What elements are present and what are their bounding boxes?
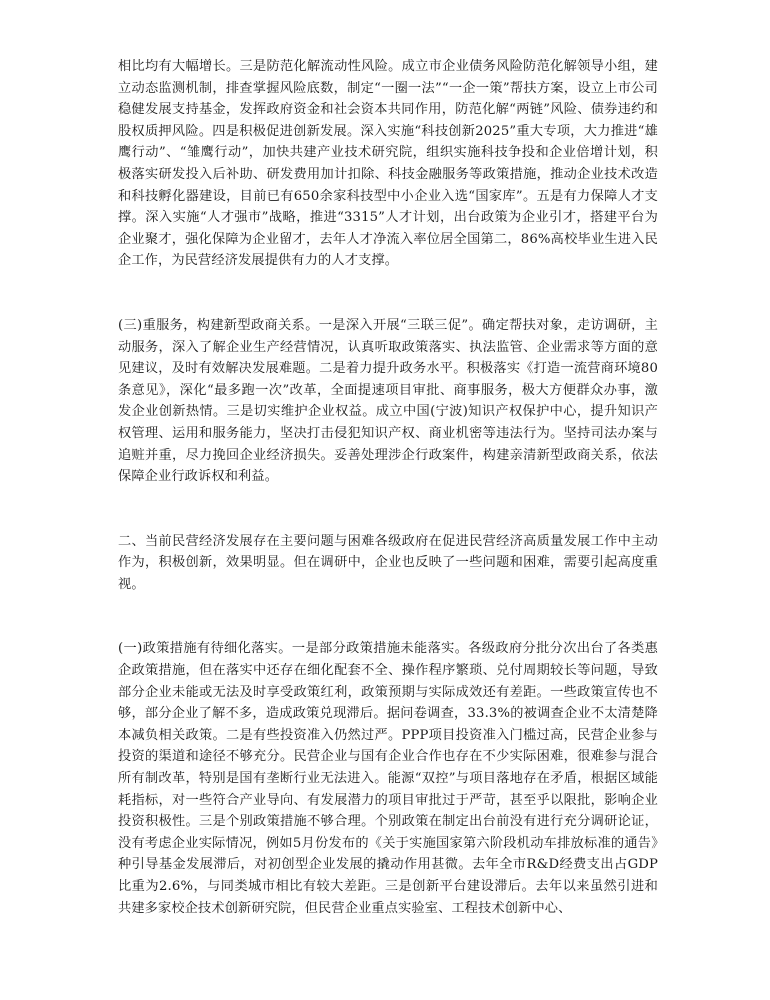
document-body [118,56,658,919]
paragraph-4: (一)政策措施有待细化落实。一是部分政策措施未能落实。各级政府分批分次出台了各类惠企政策措施，但在落实中还存在细化配套不全、操作程序繁琐、兑付周期较长等问题，导致部分企业未能或无法及时享受政策红利，政策预期与实际成效还有差距。一些政策宣传也不够，部分企业了解不多，造成政策兑现滞后。据问卷调查，33.3%的被调查企业不太清楚降本减负相关政策。二是有些投资准入仍然过严。PPP项目投资准入门槛过高，民营企业参与投资的渠道和途径不够充分。民营企业与国有企业合作也存在不少实际困难，很难参与混合所有制改革，特别是国有垄断行业无法进入。能源“双控”与项目落地存在矛盾，根据区域能耗指标，对一些符合产业导向、有发展潜力的项目审批过于严苛，甚至乎以限批，影响企业投资积极性。三是个别政策措施不够合理。个别政策在制定出台前没有进行充分调研论证，没有考虑企业实际情况，例如5月份发布的《关于实施国家第六阶段机动车排放标准的通告》种引导基金发展滞后，对初创型企业发展的撬动作用甚微。去年全市R&D经费支出占GDP比重为2.6%，与同类城市相比有较大差距。三是创新平台建设滞后。去年以来虽然引进和共建多家校企技术创新研究院，但民营企业重点实验室、工程技术创新中心、 [118,641,658,916]
paragraph-2: (三)重服务，构建新型政商关系。一是深入开展“三联三促”。确定帮扶对象，走访调研，主动服务，深入了解企业生产经营情况，认真听取政策落实、执法监管、企业需求等方面的意见建议，及时有效解决发展难题。二是着力提升政务水平。积极落实《打造一流营商环境80条意见》，深化“最多跑一次”改革，全面提速项目审批、商事服务，极大方便群众办事，激发企业创新热情。三是切实维护企业权益。成立中国(宁波)知识产权保护中心，提升知识产权管理、运用和服务能力，坚决打击侵犯知识产权、商业机密等违法行为。坚持司法办案与追赃并重，尽力挽回企业经济损失。妥善处理涉企行政案件，构建亲清新型政商关系，依法保障企业行政诉权和利益。 [118,317,658,485]
section-heading-paragraph: 二、当前民营经济发展存在主要问题与困难各级政府在促进民营经济高质量发展工作中主动作为，积极创新，效果明显。但在调研中，企业也反映了一些问题和困难，需要引起高度重视。 [118,533,658,592]
paragraph-1: 相比均有大幅增长。三是防范化解流动性风险。成立市企业债务风险防范化解领导小组，建立动态监测机制，排查掌握风险底数，制定“一圈一法”“一企一策”帮扶方案，设立上市公司稳健发展支持基金，发挥政府资金和社会资本共同作用，防范化解“两链”风险、债券违约和股权质押风险。四是积极促进创新发展。深入实施“科技创新2025”重大专项，大力推进“雄鹰行动”、“雏鹰行动”，加快共建产业技术研究院，组织实施科技争投和企业倍增计划，积极落实研发投入后补助、研发费用加计扣除、科技金融服务等政策措施，推动企业技术改造和科技孵化器建设，目前已有650余家科技型中小企业入选“国家库”。五是有力保障人才支撑。深入实施“人才强市”战略，推进“3315”人才计划，出台政策为企业引才，搭建平台为企业聚才，强化保障为企业留才，去年人才净流入率位居全国第二，86%高校毕业生进入民企工作，为民营经济发展提供有力的人才支撑。 [118,59,658,269]
